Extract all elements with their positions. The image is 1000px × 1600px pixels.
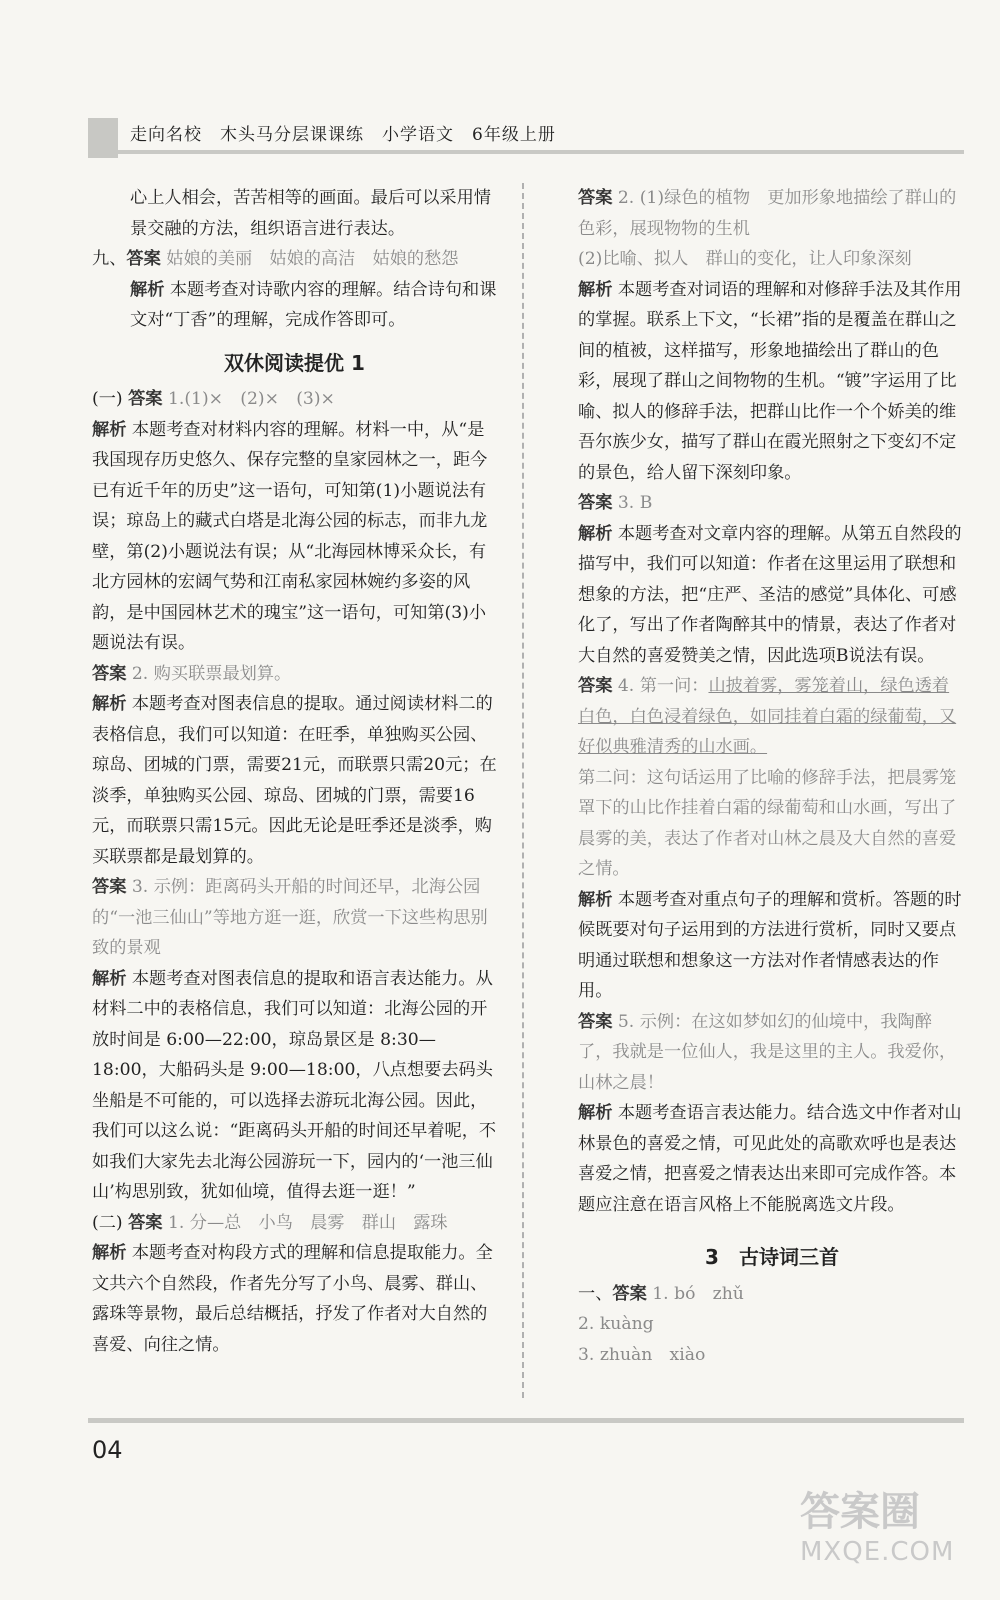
page-number: 04 <box>92 1436 123 1464</box>
right-column <box>578 183 966 1370</box>
q9-analysis <box>92 275 497 336</box>
paragraph: 心上人相会，苦苦相等的画面。最后可以采用情景交融的方法，组织语言进行表达。 <box>130 188 491 239</box>
answer-key: 答案 <box>126 249 161 269</box>
answer-text: 姑娘的美丽 姑娘的高洁 姑娘的愁怨 <box>166 249 459 269</box>
answer-key: 答案 <box>578 493 613 513</box>
r4-answer <box>578 671 966 763</box>
r5-analysis <box>578 1098 966 1220</box>
pinyin-answer-2: 2. kuàng <box>578 1314 654 1334</box>
s3-answer <box>578 1279 966 1310</box>
r3-answer <box>578 488 966 519</box>
analysis-text: 本题考查对图表信息的提取。通过阅读材料二的表格信息，我们可以知道：在旺季，单独购买公园、琼岛、团城的门票，需要21元，而联票只需20元；在淡季，单独购买公园、琼岛、团城的门票，需要16元，而联票只需15元。因此无论是旺季还是淡季，购买联票都是最划算的。 <box>92 694 497 867</box>
s2-analysis <box>92 1238 497 1360</box>
analysis-text: 本题考查对材料内容的理解。材料一中，从“是我国现存历史悠久、保存完整的皇家园林之一，距今已有近千年的历史”这一语句，可知第(1)小题说法有误；琼岛上的藏式白塔是北海公园的标志，而非九龙壁，第(2)小题说法有误；从“北海园林博采众长，有北方园林的宏阔气势和江南私家园林婉约多姿的风韵，是中国园林艺术的瑰宝”这一语句，可知第(3)小题说法有误。 <box>92 419 488 653</box>
section-title-3: 3 古诗词三首 <box>705 1245 839 1269</box>
r3-analysis <box>578 519 966 672</box>
left-column <box>92 183 497 1360</box>
r5-answer <box>578 1007 966 1099</box>
watermark-url: MXQE.COM <box>800 1537 955 1567</box>
analysis-key: 解析 <box>92 694 127 714</box>
answer-text: 1.(1)× (2)× (3)× <box>167 389 335 409</box>
r1-analysis <box>578 275 966 489</box>
analysis-key: 解析 <box>578 279 613 300</box>
analysis-key: 解析 <box>92 968 127 989</box>
section-label: (二) <box>92 1212 123 1233</box>
answer-text: 2. (1)绿色的植物 更加形象地描绘了群山的色彩，展现物物的生机 <box>578 188 957 239</box>
answer-text: 1. bó zhǔ <box>652 1283 744 1304</box>
footer-rule <box>88 1418 964 1423</box>
analysis-text: 本题考查对诗歌内容的理解。结合诗句和课文对“丁香”的理解，完成作答即可。 <box>130 279 497 330</box>
answer-text: 3. B <box>617 493 653 513</box>
analysis-text: 本题考查对重点句子的理解和赏析。答题的时候既要对句子运用到的方法进行赏析，同时又要点明通过联想和想象这一方法对作者情感表达的作用。 <box>578 889 962 1001</box>
question-number: 一、 <box>578 1283 613 1304</box>
header-block <box>88 118 118 158</box>
q9-answer <box>92 244 497 275</box>
a2-analysis <box>92 689 497 872</box>
s1-answer <box>92 384 497 415</box>
answer-key: 答案 <box>128 389 163 409</box>
answer-text: 3. 示例：距离码头开船的时间还早，北海公园的“一池三仙山”等地方逛一逛，欣赏一下这些构思别致的景观 <box>92 877 488 958</box>
answer-key: 答案 <box>578 676 613 696</box>
pinyin-answer-3: 3. zhuàn xiào <box>578 1344 706 1365</box>
answer-text: 2. 购买联票最划算。 <box>131 663 292 684</box>
watermark-logo: 答案圈 <box>800 1489 920 1535</box>
a3-analysis <box>92 964 497 1208</box>
analysis-text: 本题考查对文章内容的理解。从第五自然段的描写中，我们可以知道：作者在这里运用了联想和想象的方法，把“庄严、圣洁的感觉”具体化、可感化了，写出了作者陶醉其中的情景，表达了作者对大自然的喜爱赞美之情，因此选项B说法有误。 <box>578 523 962 666</box>
analysis-text: 本题考查对图表信息的提取和语言表达能力。从材料二中的表格信息，我们可以知道：北海公园的开放时间是 6:00—22:00，琼岛景区是 8:30—18:00，大船码头是 9:00—18:00，八点想要去码头坐船是不可能的，可以选择去游玩北海公园。因此，我们可以这么说：“距离码头开船的时间还早着呢，不如我们大家先去北海公园游玩一下，园内的‘一池三仙山’构思别致，犹如仙境，值得去逛一逛！” <box>92 968 497 1202</box>
answer-underlined: 山披着雾，雾笼着山，绿色透着白色，白色浸着绿色，如同挂着白霜的绿葡萄，又好似典雅清秀的山水画。 <box>578 676 957 757</box>
answer-text: 5. 示例：在这如梦如幻的仙境中，我陶醉了，我就是一位仙人，我是这里的主人。我爱你，山林之晨！ <box>578 1011 957 1093</box>
header-title: 走向名校 木头马分层课课练 小学语文 6年级上册 <box>130 125 556 145</box>
watermark <box>800 1480 980 1590</box>
analysis-key: 解析 <box>578 889 613 910</box>
question-number: 九、 <box>92 249 127 269</box>
analysis-key: 解析 <box>578 1103 613 1123</box>
answer-text-2: (2)比喻、拟人 群山的变化，让人印象深刻 <box>578 249 912 269</box>
a2-answer <box>92 659 497 690</box>
a3-answer <box>92 872 497 964</box>
analysis-key: 解析 <box>130 279 165 300</box>
header-bar <box>88 118 964 158</box>
analysis-text: 本题考查对词语的理解和对修辞手法及其作用的掌握。联系上下文，“长裙”指的是覆盖在群山之间的植被，这样描写，形象地描绘出了群山的色彩，展现了群山之间物物的生机。“镀”字运用了比喻、拟人的修辞手法，把群山比作一个个娇美的维吾尔族少女，描写了群山在霞光照射之下变幻不定的景色，给人留下深刻印象。 <box>578 279 962 483</box>
r1-answer <box>578 183 966 244</box>
answer-prefix: 4. 第一问： <box>617 676 709 696</box>
answer-key: 答案 <box>128 1212 163 1233</box>
answer-text-q2: 第二问：这句话运用了比喻的修辞手法，把晨雾笼罩下的山比作挂着白霜的绿葡萄和山水画，写出了晨雾的美，表达了作者对山林之晨及大自然的喜爱之情。 <box>578 767 957 879</box>
analysis-text: 本题考查对构段方式的理解和信息提取能力。全文共六个自然段，作者先分写了小鸟、晨雾、群山、露珠等景物，最后总结概括，抒发了作者对大自然的喜爱、向往之情。 <box>92 1243 493 1355</box>
column-divider <box>522 183 524 1398</box>
s1-analysis <box>92 415 497 659</box>
r4-analysis <box>578 885 966 1007</box>
section-title: 双休阅读提优 1 <box>224 350 365 375</box>
answer-key: 答案 <box>92 877 127 897</box>
s2-answer <box>92 1208 497 1239</box>
answer-key: 答案 <box>92 663 127 684</box>
analysis-key: 解析 <box>92 419 127 440</box>
answer-key: 答案 <box>612 1283 647 1304</box>
header-rule <box>118 150 964 154</box>
answer-key: 答案 <box>578 188 613 208</box>
answer-text: 1. 分—总 小鸟 晨雾 群山 露珠 <box>167 1212 448 1233</box>
analysis-key: 解析 <box>92 1243 127 1263</box>
answer-key: 答案 <box>578 1011 613 1032</box>
section-label: (一) <box>92 389 123 409</box>
analysis-key: 解析 <box>578 523 613 544</box>
analysis-text: 本题考查语言表达能力。结合选文中作者对山林景色的喜爱之情，可见此处的高歌欢呼也是表达喜爱之情，把喜爱之情表达出来即可完成作答。本题应注意在语言风格上不能脱离选文片段。 <box>578 1103 962 1215</box>
